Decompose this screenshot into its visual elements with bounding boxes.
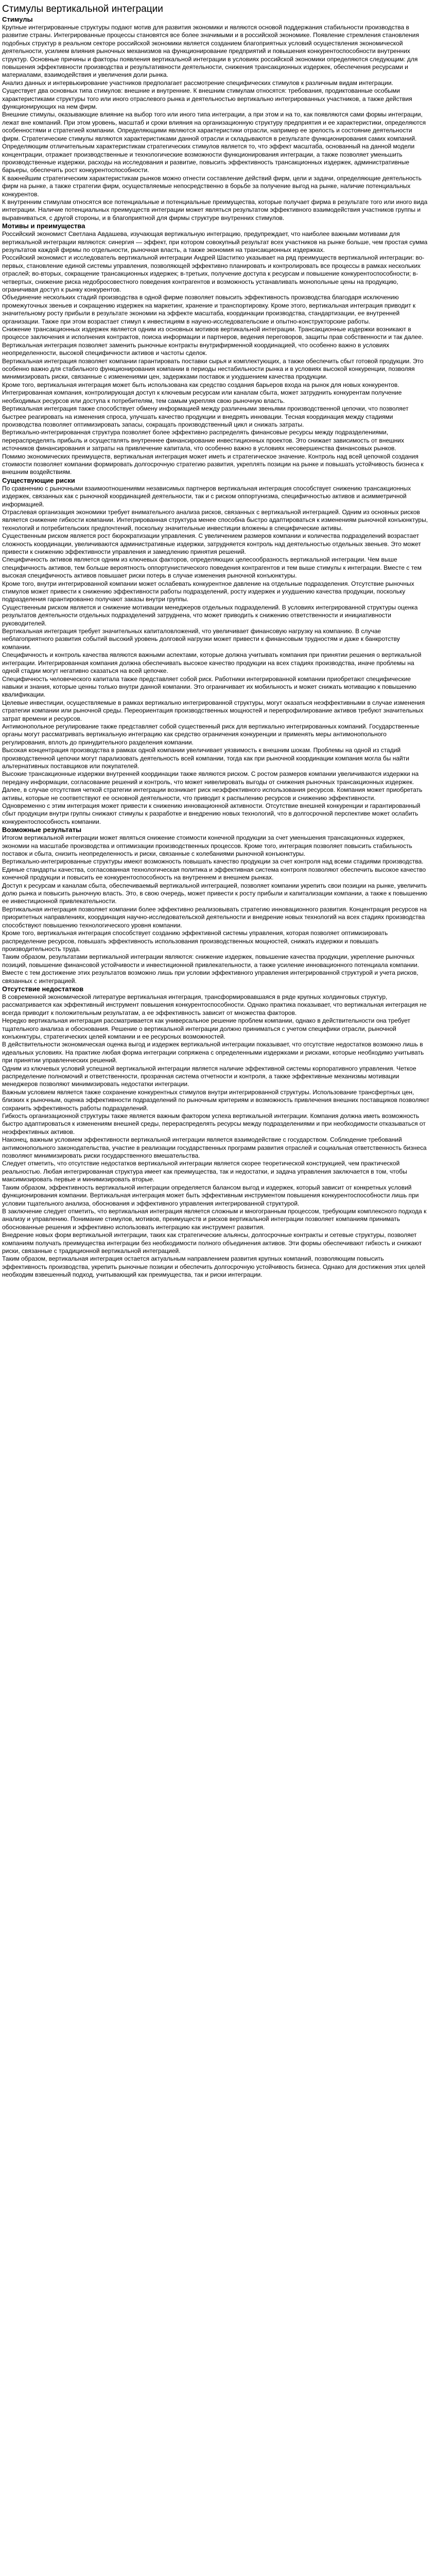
paragraph: Существенным риском является и снижение мотивации менеджеров отдельных подразделений. В условиях интегрированной структуры оценка результатов деятельности отдельных подразделений затруднена, что может приводить к снижению ответственности и инициативности руководителей. [2, 603, 418, 627]
paragraph: Специфичность и контроль качества являются важными аспектами, которые должна учитывать компания при принятии решения о вертикальной интеграции. Интегрированная компания должна обеспечивать высокое качество продукции на всех стадиях производства, иначе проблемы на одной стадии могут негативно сказаться на всей цепочке. [2, 651, 422, 675]
paragraph: Целевые инвестиции, осуществляемые в рамках вертикально интегрированной структуры, могут оказаться неэффективными в случае изменения стратегии компании или рыночной среды. Переориентация производственных мощностей и перепрофилирование активов требуют значительных затрат времени и ресурсов. [2, 699, 425, 722]
section-heading: Возможные результаты [2, 826, 82, 834]
article-section [2, 985, 430, 1279]
paragraph: Гибкость организационной структуры также является важным фактором успеха вертикальной интеграции. Компания должна иметь возможность быстро адаптироваться к изменениям внешней среды, перераспределять ресурсы между подразделениями и при необходимости отказываться от неэффективных активов. [2, 1112, 426, 1136]
paragraph: Одним из ключевых условий успешной вертикальной интеграции является наличие эффективной системы корпоративного управления. Четкое распределение полномочий и ответственности, прозрачная система отчетности и контроля, а также эффективные механизмы мотивации менеджеров позволяют минимизировать недостатки интеграции. [2, 1064, 416, 1088]
paragraph: Вертикальная интеграция требует значительных капиталовложений, что увеличивает финансовую нагрузку на компанию. В случае неблагоприятного развития событий высокий уровень долговой нагрузки может привести к финансовым трудностям и даже к банкротству компании. [2, 628, 400, 651]
paragraph: Вертикально-интегрированная структура позволяет более эффективно распределять финансовые ресурсы между подразделениями, перераспределять прибыль и осуществлять внутреннее финансирование инвестиционных проектов. Это снижает зависимость от внешних источников финансирования и затраты на привлечение капитала, что особенно важно в условиях несовершенства финансовых рынков. [2, 429, 405, 452]
article [0, 0, 432, 1283]
paragraph: Таким образом, вертикальная интеграция остается актуальным направлением развития крупных компаний, позволяющим повысить эффективность производства, укрепить рыночные позиции и обеспечить долгосрочную устойчивость бизнеса. Однако для достижения этих целей необходим взвешенный подход, учитывающий как преимущества, так и риски интеграции. [2, 1255, 426, 1279]
paragraph: Кроме того, внутри интегрированной компании может ослабевать конкурентное давление на отдельные подразделения. Отсутствие рыночных стимулов может привести к снижению эффективности работы подразделений, росту издержек и ухудшению качества продукции, поскольку подразделения гарантированно получают заказы внутри группы. [2, 580, 414, 603]
page-title: Стимулы вертикальной интеграции [2, 4, 163, 14]
paragraph: Вертикально-интегрированные структуры имеют возможность повышать качество продукции за счет контроля над всеми стадиями производства. Единые стандарты качества, согласованная технологическая политика и эффективная система контроля позволяют обеспечить высокое качество конечной продукции и повысить ее конкурентоспособность на внутреннем и внешнем рынках. [2, 858, 426, 882]
paragraph: Российский экономист и исследователь вертикальной интеграции Андрей Шаститко указывает на ряд преимуществ вертикальной интеграции: во-первых, становление единой системы управления, позволяющей эффективно планировать и контролировать все процессы в рамках нескольких отраслей; во-вторых, сокращение трансакционных издержек; в-третьих, получение доступа к ресурсам и повышение конкурентоспособности; в-четвертых, снижение риска недобросовестного поведения контрагентов и возможность устанавливать монопольные цены на продукцию, ограничивая доступ к рынку конкурентов. [2, 254, 425, 293]
paragraph: Существует два основных типа стимулов: внешние и внутренние. К внешним стимулам относятся: требования, продиктованные особыми характеристиками структуры того или иного отраслевого рынка и деятельностью вертикально интегрированных участников, а также действия функционирующих на нем фирм. [2, 87, 412, 111]
paragraph: В современной экономической литературе вертикальная интеграция, трансформировавшаяся в ряде крупных холдинговых структур, рассматривается как эффективный инструмент повышения конкурентоспособности. Однако практика показывает, что вертикальная интеграция не всегда приводит к положительным результатам, а ее эффективность зависит от множества факторов. [2, 993, 427, 1016]
paragraph: Кроме того, вертикальная интеграция может быть использована как средство создания барьеров входа на рынок для новых конкурентов. Интегрированная компания, контролирующая доступ к ключевым ресурсам или каналам сбыта, может затруднить конкурентам получение необходимых ресурсов или доступа к потребителям, тем самым укрепляя свою рыночную власть. [2, 381, 402, 404]
paragraph: Кроме того, вертикальная интеграция способствует созданию эффективной системы управления, которая позволяет оптимизировать распределение ресурсов, повышать эффективность использования производственных мощностей, снижать издержки и повышать производительность труда. [2, 929, 388, 953]
paragraph: К важнейшим стратегическим характеристикам рынков можно отнести составление действий фирм, цели и задачи, определяющие деятельность фирм на рынке, а также стратегии фирм, осуществляемые непосредственно в борьбе за получение выгод на рынке, наличие потенциальных конкурентов. [2, 174, 422, 198]
paragraph: Вертикальная интеграция позволяет компании гарантировать поставки сырья и комплектующих, а также обеспечить сбыт готовой продукции. Это особенно важно для стабильного функционирования компании в периоды нестабильности рынка и в условиях высокой конкуренции, позволяя минимизировать риски, связанные с изменениями цен, задержками поставок и ухудшением качества продукции. [2, 357, 424, 381]
paragraph: Анализ данных и интервьюирование участников предполагает рассмотрение специфических стимулов к различным видам интеграции. [2, 79, 393, 87]
paragraph: Доступ к ресурсам и каналам сбыта, обеспечиваемый вертикальной интеграцией, позволяет компании укрепить свои позиции на рынке, увеличить долю рынка и повысить рыночную власть. Это, в свою очередь, может привести к росту прибыли и капитализации компании, а также к повышению ее инвестиционной привлекательности. [2, 882, 427, 905]
paragraph: Специфичность человеческого капитала также представляет собой риск. Работники интегрированной компании приобретают специфические навыки и знания, которые ценны только внутри данной компании. Это ограничивает их мобильность и может снижать мотивацию к повышению квалификации. [2, 675, 416, 699]
paragraph: Определяющим отличительным характеристикам стратегических стимулов является то, что эффект масштаба, основанный на данной модели концентрации, отражает производственные и технологические возможности функционирования интеграции, а также позволяет уменьшить производственные издержки, расходы на исследования и развитие, повысить эффективность трансакционных издержек, административные барьеры, обеспечить рост конкурентоспособности. [2, 143, 415, 174]
paragraph: Следует отметить, что отсутствие недостатков вертикальной интеграции является скорее теоретической конструкцией, чем практической реальностью. Любая интегрированная структура имеет как преимущества, так и недостатки, и задача управления заключается в том, чтобы максимизировать первые и минимизировать вторые. [2, 1160, 407, 1183]
paragraph: Далее, в случае отсутствия четкой стратегии интеграции возникает риск неэффективного использования ресурсов. Компания может приобретать активы, которые не соответствуют ее основной деятельности, что приводит к распылению ресурсов и снижению эффективности. [2, 786, 423, 802]
section-heading: Существующие риски [2, 476, 75, 484]
paragraph: Антимонопольное регулирование также представляет собой существенный риск для вертикально интегрированных компаний. Государственные органы могут рассматривать вертикальную интеграцию как средство ограничения конкуренции и применять меры антимонопольного регулирования, вплоть до принудительного разделения компании. [2, 722, 420, 746]
paragraph: Помимо экономических преимуществ, вертикальная интеграция может иметь и стратегическое значение. Контроль над всей цепочкой создания стоимости позволяет компании формировать долгосрочную стратегию развития, укреплять позиции на рынке и повышать устойчивость бизнеса к внешним воздействиям. [2, 452, 424, 476]
paragraph: Важным условием является также сохранение конкурентных стимулов внутри интегрированной структуры. Использование трансфертных цен, близких к рыночным, оценка эффективности подразделений по рыночным критериям и возможность привлечения внешних поставщиков позволяют сохранить эффективность работы подразделений. [2, 1088, 430, 1112]
paragraph: Таким образом, результатами вертикальной интеграции являются: снижение издержек, повышение качества продукции, укрепление рыночных позиций, повышение финансовой устойчивости и инвестиционной привлекательности, а также усиление инновационного потенциала компании. Вместе с тем достижение этих результатов возможно лишь при условии эффективного управления интегрированной структурой и учета рисков, связанных с интеграцией. [2, 953, 420, 985]
paragraph: Итогом вертикальной интеграции может являться снижение стоимости конечной продукции за счет уменьшения трансакционных издержек, экономии на масштабе производства и оптимизации производственных процессов. Кроме того, интеграция позволяет повысить стабильность поставок и сбыта, снизить неопределенность и риски, связанные с колебаниями рыночной конъюнктуры. [2, 834, 412, 858]
paragraph: Внешние стимулы, оказывающие влияние на выбор того или иного типа интеграции, а при этом и на то, как появляются сами формы интеграции, лежат вне компаний. При этом уровень, масштаб и сроки влияния на организационную структуру предприятия и ее характеристики, определяются особенностями и стратегией компании. Определяющими являются характеристики отрасли, например ее зрелость и состояние деятельности фирм. Стратегические стимулы являются характеристиками данной отрасли и складываются в результате функционирования самих компаний. [2, 111, 426, 142]
paragraph: Нередко вертикальная интеграция рассматривается как универсальное решение проблем компании, однако в действительности она требует тщательного анализа и обоснования. Решение о вертикальной интеграции должно приниматься с учетом специфики отрасли, рыночной конъюнктуры, стратегических целей компании и ее ресурсных возможностей. [2, 1017, 410, 1040]
paragraph: Высокая концентрация производства в рамках одной компании увеличивает уязвимость к внешним шокам. Проблемы на одной из стадий производственной цепочки могут парализовать деятельность всей компании, тогда как при рыночной координации компания могла бы найти альтернативных поставщиков или покупателей. [2, 747, 409, 770]
paragraph: В заключение следует отметить, что вертикальная интеграция является сложным и многогранным процессом, требующим комплексного подхода к анализу и управлению. Понимание стимулов, мотивов, преимуществ и рисков вертикальной интеграции позволяет компаниям принимать обоснованные решения и эффективно использовать интеграцию как инструмент развития. [2, 1207, 427, 1231]
paragraph: В действительности экономическая оценка выгод и издержек вертикальной интеграции показывает, что отсутствие недостатков возможно лишь в идеальных условиях. На практике любая форма интеграции сопряжена с определенными издержками и рисками, которые необходимо учитывать при принятии управленческих решений. [2, 1041, 424, 1064]
paragraph: Отраслевая организация экономики требует внимательного анализа рисков, связанных с вертикальной интеграцией. Одним из основных рисков является снижение гибкости компании. Интегрированная структура менее способна быстро адаптироваться к изменениям рыночной конъюнктуры, технологий и потребительских предпочтений, поскольку значительные инвестиции вложены в специфические активы. [2, 508, 428, 532]
paragraph: Наконец, важным условием эффективности вертикальной интеграции является взаимодействие с государством. Соблюдение требований антимонопольного законодательства, участие в реализации государственных программ развития отраслей и социальная ответственность бизнеса позволяют минимизировать риски государственного вмешательства. [2, 1136, 427, 1160]
article-section [2, 477, 430, 826]
paragraph: Вертикальная интеграция также способствует обмену информацией между различными звеньями производственной цепочки, что позволяет быстрее реагировать на изменения спроса, улучшать качество продукции и внедрять инновации. Тесная координация между стадиями производства позволяет оптимизировать запасы, сокращать производственный цикл и снижать затраты. [2, 405, 409, 428]
paragraph: К внутренним стимулам относятся все потенциальные и потенциальные преимущества, которые получает фирма в результате того или иного вида интеграции. Наличие потенциальных преимуществ интеграции может являться результатом эффективного взаимодействия участников группы и выравниваться, с другой стороны, и в благоприятной для фирмы структуре внутренних стимулов. [2, 198, 428, 222]
article-section [2, 15, 430, 222]
paragraph: Российский экономист Светлана Авдашева, изучающая вертикальную интеграцию, предупреждает, что наиболее важными мотивами для вертикальной интеграции являются: синергия — эффект, при котором совокупный результат всех участников на рынке больше, чем простая сумма результатов каждой фирмы по отдельности, рыночная власть, а также экономия на трансакционных издержках. [2, 230, 428, 253]
section-heading: Отсутствие недостатков [2, 985, 84, 993]
paragraph: Существенным риском является рост бюрократизации управления. С увеличением размеров компании и количества подразделений возрастает сложность координации, увеличиваются административные издержки, затрудняется контроль над деятельностью отдельных звеньев. Это может привести к снижению эффективности управления и замедлению принятия решений. [2, 532, 421, 555]
paragraph: Вертикальная интеграция позволяет компании более эффективно реализовывать стратегию инновационного развития. Концентрация ресурсов на приоритетных направлениях, координация научно-исследовательской деятельности и внедрение новых технологий на всех стадиях производства способствуют повышению технологического уровня компании. [2, 905, 427, 929]
paragraph: Внедрение новых форм вертикальной интеграции, таких как стратегические альянсы, долгосрочные контракты и сетевые структуры, позволяет компаниям получать преимущества интеграции без необходимости полного объединения активов. Эти формы обеспечивают гибкость и снижают риски, связанные с традиционной вертикальной интеграцией. [2, 1231, 422, 1255]
paragraph: Высокие трансакционные издержки внутренней координации также являются риском. С ростом размеров компании увеличиваются издержки на передачу информации, согласование решений и контроль, что может нивелировать выгоды от снижения рыночных трансакционных издержек. [2, 770, 419, 786]
article-section [2, 222, 430, 477]
paragraph: Специфичность активов является одним из ключевых факторов, определяющих целесообразность вертикальной интеграции. Чем выше специфичность активов, тем больше вероятность оппортунистического поведения контрагентов и тем выше стимулы к интеграции. Вместе с тем высокая специфичность активов повышает риски потерь в случае изменения рыночной конъюнктуры. [2, 556, 422, 580]
paragraph: Одновременно с этим интеграция может привести к снижению инновационной активности. Отсутствие внешней конкуренции и гарантированный сбыт продукции внутри группы снижают стимулы к разработке и внедрению новых технологий, что в долгосрочной перспективе может ослабить конкурентоспособность компании. [2, 802, 421, 825]
section-heading: Стимулы [2, 15, 33, 23]
article-section [2, 826, 430, 985]
section-heading: Мотивы и преимущества [2, 222, 85, 230]
paragraph: Таким образом, эффективность вертикальной интеграции определяется балансом выгод и издержек, который зависит от конкретных условий функционирования компании. Вертикальная интеграция может быть эффективным инструментом повышения конкурентоспособности лишь при условии тщательного анализа, обоснования и эффективного управления интегрированной структурой. [2, 1183, 419, 1207]
paragraph: Снижение трансакционных издержек является одним из основных мотивов вертикальной интеграции. Трансакционные издержки возникают в процессе заключения и исполнения контрактов, поиска информации и партнеров, ведения переговоров, защиты прав собственности и так далее. Вертикальная интеграция позволяет заменить рыночные контракты внутрифирменной координацией, что особенно важно в условиях неопределенности, высокой специфичности активов и частоты сделок. [2, 326, 424, 357]
article-body [2, 15, 430, 1279]
paragraph: По сравнению с рыночными взаимоотношениями независимых партнеров вертикальная интеграция способствует снижению трансакционных издержек, связанных как с рыночной координацией деятельности, так и с риском оппортунизма, специфичностью активов и асимметричной информацией. [2, 484, 411, 508]
paragraph: Крупные интегрированные структуры подают мотив для развития экономики и являются основой поддержания стабильности производства в развитие страны. Интегрированные процессы становятся все более значимыми и в российской экономике. Появление стремления становления подобных структур в реальном секторе российской экономики является созданием благоприятных условий осуществления экономической деятельности, усилием влияния рыночных механизмов на функционирование предприятий и повышения конкурентоспособности внутренних структур. Основные причины и факторы появления вертикальной интеграции в условиях российской экономики определяются следующим: для повышения эффективности производства и результативности деятельности, снижения трансакционных издержек, обеспечения ресурсами и материалами, взаимодействия и увеличения доли рынка. [2, 24, 419, 79]
paragraph: Объединение нескольких стадий производства в одной фирме позволяет повысить эффективность производства благодаря исключению промежуточных звеньев и сокращению издержек на маркетинг, хранение и транспортировку. Кроме этого, вертикальная интеграция приводит к значительному росту прибыли в результате экономии на эффекте масштаба, координации производства, стандартизации, ее внутренней организации. Также при этом возрастает стимул к инвестициям в научно-исследовательские и опытно-конструкторские работы. [2, 294, 416, 325]
